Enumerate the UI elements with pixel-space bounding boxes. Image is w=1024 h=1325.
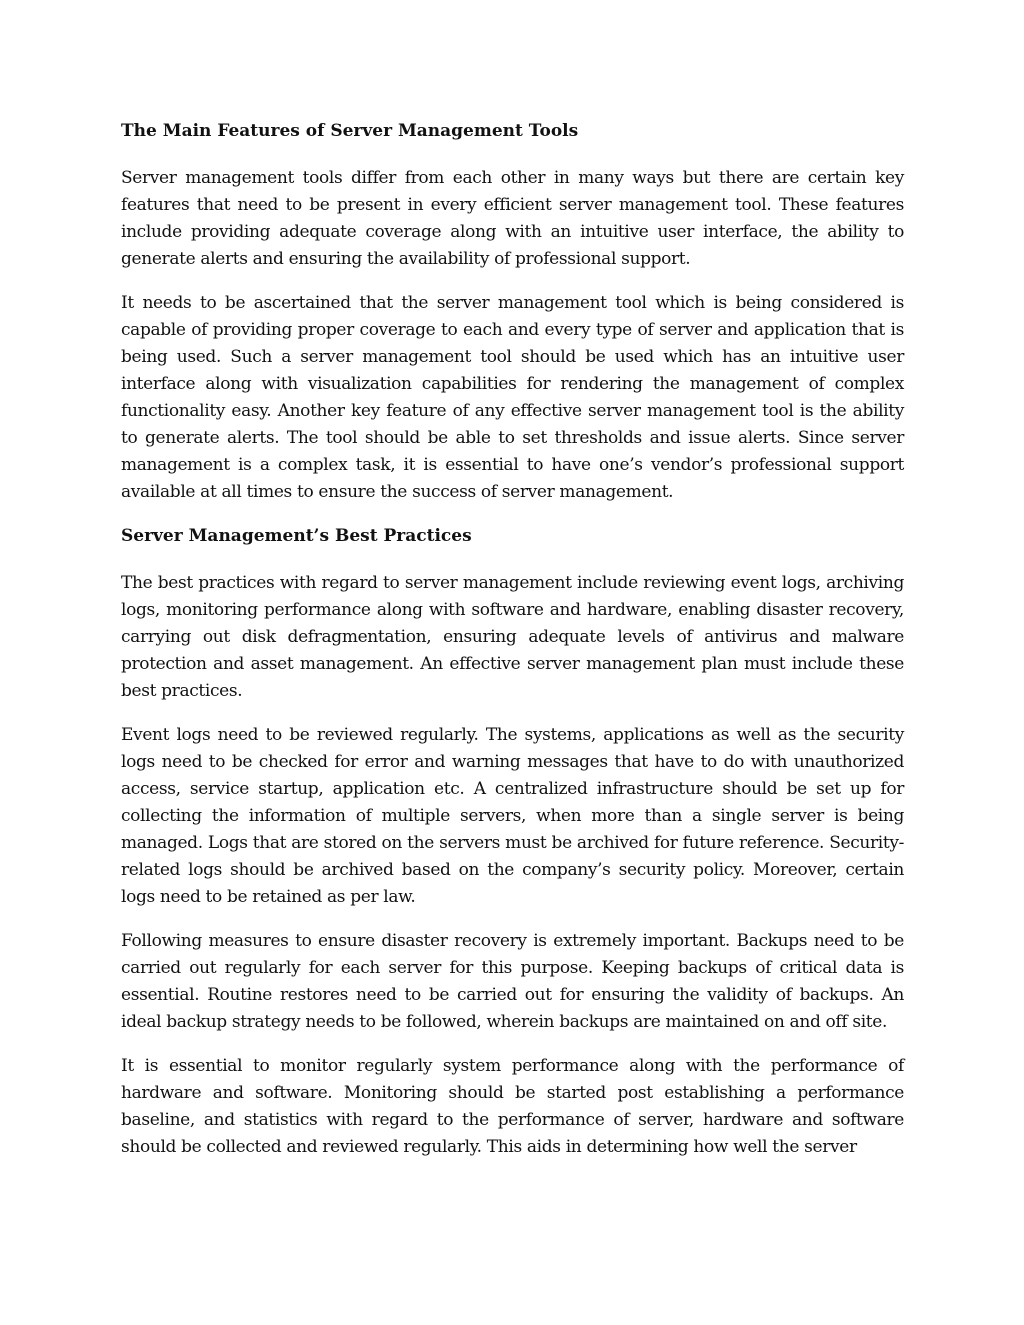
paragraph-key-features-intro: Server management tools differ from each other in many ways but there are certain key features that need to be present in every efficient server management tool. These features include providing adequate coverage along with an intuitive user interface, the ability to generate alerts and ensuring the availability of professional support.	[121, 168, 904, 269]
paragraph-performance-monitoring: It is essential to monitor regularly system performance along with the performance of hardware and software. Monitoring should be started post establishing a performance baseline, and statistics with regard to the performance of server, hardware and software should be collected and reviewed regularly. This aids in determining how well the server	[121, 1056, 904, 1157]
section-heading-best-practices: Server Management’s Best Practices	[121, 526, 472, 546]
section-heading-main-features: The Main Features of Server Management Tools	[121, 121, 579, 141]
document-page	[121, 118, 904, 1178]
paragraph-event-logs: Event logs need to be reviewed regularly. The systems, applications as well as the security logs need to be checked for error and warning messages that have to do with unauthorized access, service startup, application etc. A centralized infrastructure should be set up for collecting the information of multiple servers, when more than a single server is being managed. Logs that are stored on the servers must be archived for future reference. Security-related logs should be archived based on the company’s security policy. Moreover, certain logs need to be retained as per law.	[121, 725, 904, 907]
paragraph-disaster-recovery: Following measures to ensure disaster recovery is extremely important. Backups need to be carried out regularly for each server for this purpose. Keeping backups of critical data is essential. Routine restores need to be carried out for ensuring the validity of backups. An ideal backup strategy needs to be followed, wherein backups are maintained on and off site.	[121, 931, 904, 1032]
paragraph-best-practices-list: The best practices with regard to server management include reviewing event logs, archiving logs, monitoring performance along with software and hardware, enabling disaster recovery, carrying out disk defragmentation, ensuring adequate levels of antivirus and malware protection and asset management. An effective server management plan must include these best practices.	[121, 573, 904, 701]
paragraph-coverage-and-support: It needs to be ascertained that the server management tool which is being considered is capable of providing proper coverage to each and every type of server and application that is being used. Such a server management tool should be used which has an intuitive user interface along with visualization capabilities for rendering the management of complex functionality easy. Another key feature of any effective server management tool is the ability to generate alerts. The tool should be able to set thresholds and issue alerts. Since server management is a complex task, it is essential to have one’s vendor’s professional support available at all times to ensure the success of server management.	[121, 293, 904, 502]
